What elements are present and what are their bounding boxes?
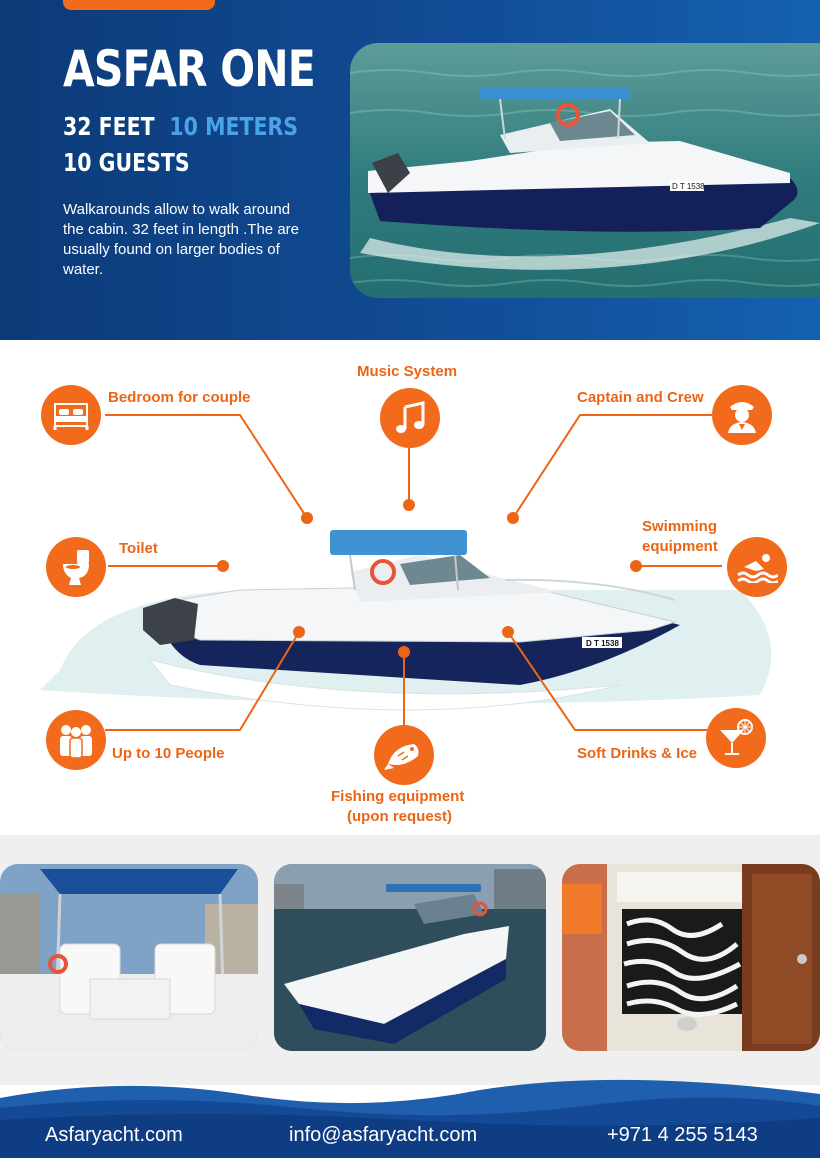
connector-bedroom — [105, 415, 307, 518]
swimmer-icon — [727, 537, 787, 597]
guest-capacity: 10 GUESTS — [63, 148, 190, 177]
label-toilet: Toilet — [119, 540, 158, 557]
length-meters: 10 METERS — [169, 112, 299, 141]
dot-captain — [507, 512, 519, 524]
hero-orange-tab — [63, 0, 215, 10]
label-drinks: Soft Drinks & Ice — [577, 745, 698, 762]
dot-people — [293, 626, 305, 638]
photo-marina — [274, 864, 546, 1051]
cocktail-icon — [706, 708, 766, 768]
boat-title: ASFAR ONE — [63, 40, 315, 98]
hero-boat-photo — [350, 43, 820, 298]
footer-website-link[interactable]: Asfaryacht.com — [45, 1124, 183, 1146]
label-swimming-2: equipment — [642, 538, 718, 555]
footer-email-link[interactable]: info@asfaryacht.com — [289, 1124, 478, 1146]
label-people: Up to 10 People — [112, 745, 225, 762]
features-section — [0, 340, 820, 835]
hero-boat-registration: D T 1538 — [672, 182, 705, 191]
dot-swimming — [630, 560, 642, 572]
label-swimming-1: Swimming — [642, 518, 718, 535]
footer-phone-link[interactable]: +971 4 255 5143 — [607, 1124, 758, 1146]
people-group-icon — [46, 710, 106, 770]
length-feet: 32 FEET — [63, 112, 155, 141]
boat-registration: D T 1538 — [586, 639, 619, 648]
label-fishing-2: (upon request) — [347, 808, 452, 825]
bed-icon — [41, 385, 101, 445]
dot-drinks — [502, 626, 514, 638]
boat-description: Walkarounds allow to walk around the cabin. 32 feet in length .The are usually found on larger bodies of water. — [63, 201, 299, 278]
dot-toilet — [217, 560, 229, 572]
dot-music — [403, 499, 415, 511]
connector-captain — [513, 415, 712, 518]
label-bedroom: Bedroom for couple — [108, 389, 251, 406]
toilet-icon — [46, 537, 106, 597]
dot-bedroom — [301, 512, 313, 524]
music-note-icon — [380, 388, 440, 448]
center-boat — [143, 530, 680, 685]
fish-icon — [374, 725, 434, 785]
hero-section — [0, 0, 820, 340]
boat-length — [63, 112, 298, 141]
photo-cabin — [562, 864, 820, 1051]
label-music: Music System — [357, 363, 458, 380]
photo-gallery — [0, 835, 820, 1085]
label-fishing-1: Fishing equipment — [331, 788, 465, 805]
captain-icon — [712, 385, 772, 445]
photo-deck — [0, 864, 258, 1051]
label-captain: Captain and Crew — [577, 389, 704, 406]
dot-fishing — [398, 646, 410, 658]
